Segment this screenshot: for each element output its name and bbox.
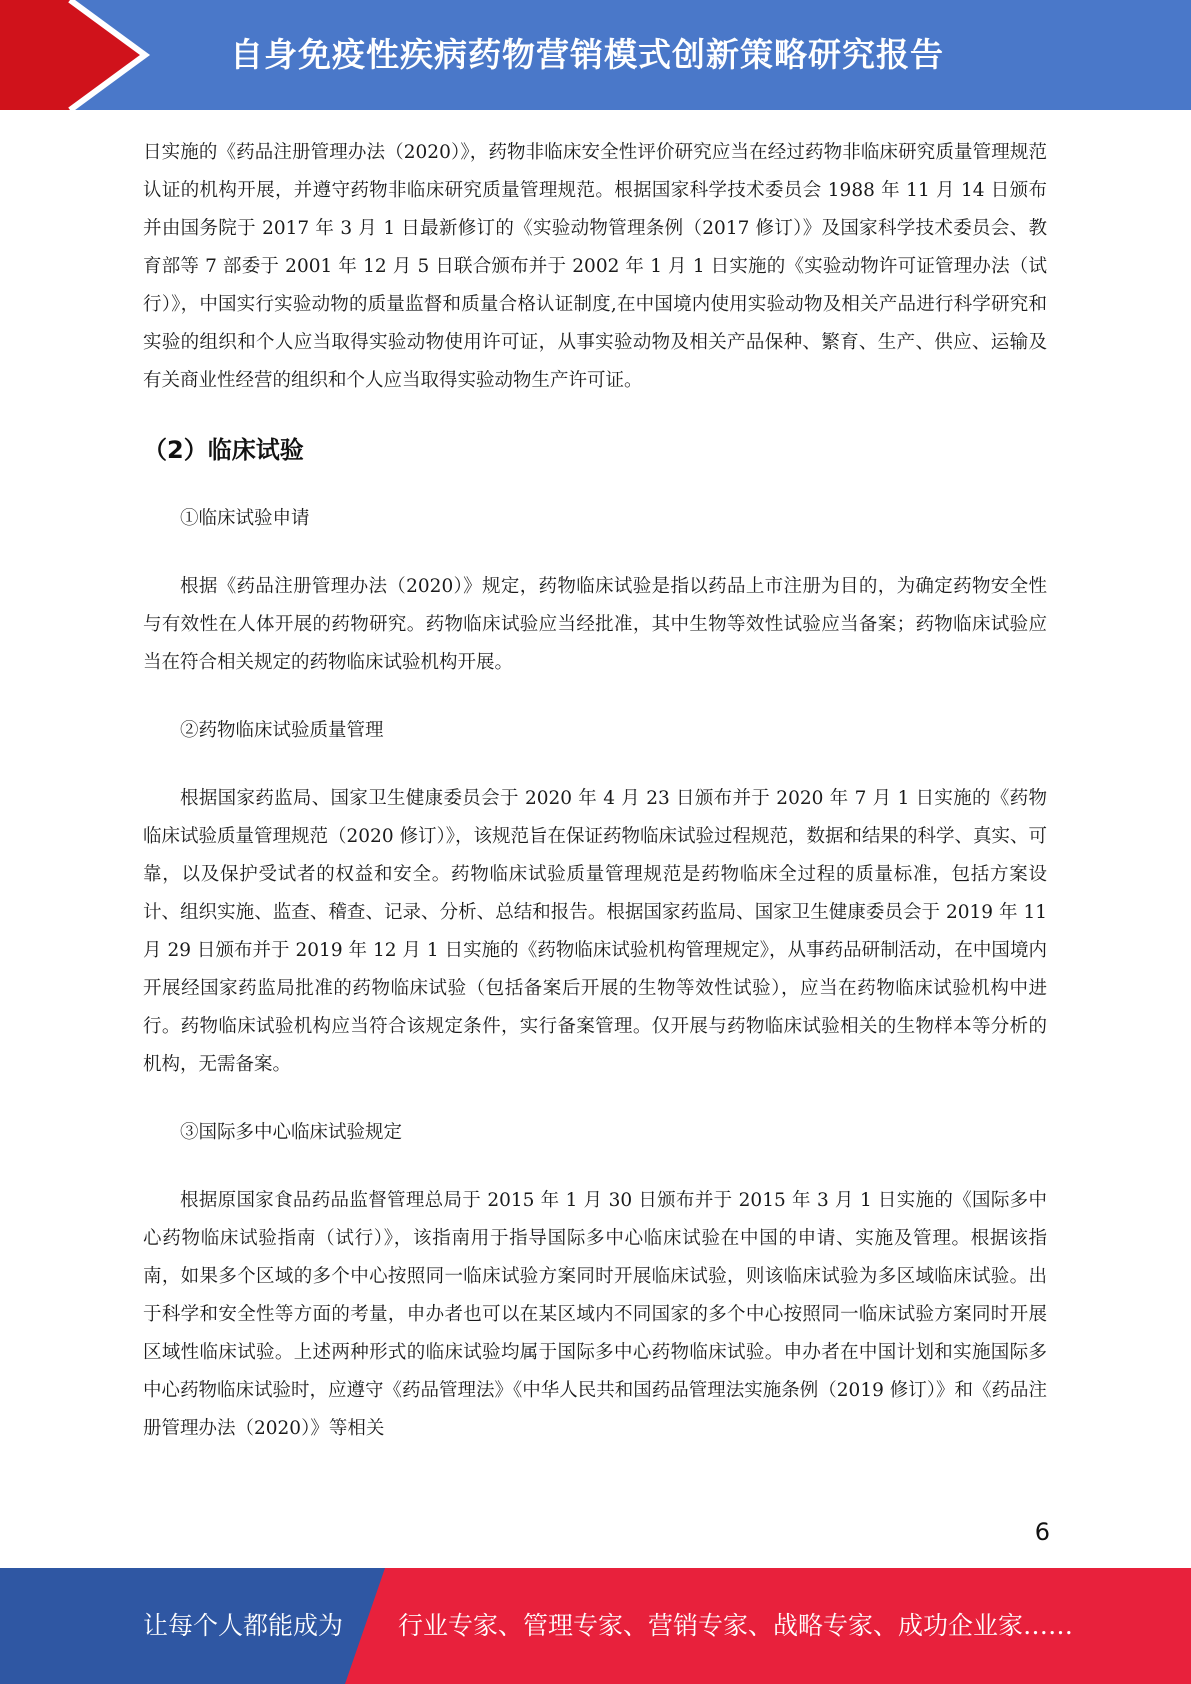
- page-number: 6: [1034, 1518, 1050, 1546]
- page-content: [143, 134, 1047, 1448]
- report-title: 自身免疫性疾病药物营销模式创新策略研究报告: [230, 35, 944, 74]
- footer-slogan-right: 行业专家、管理专家、营销专家、战略专家、成功企业家……: [398, 1611, 1074, 1640]
- paragraph-quality-management: 根据国家药监局、国家卫生健康委员会于 2020 年 4 月 23 日颁布并于 2020 年 7 月 1 日实施的《药物临床试验质量管理规范（2020 修订）》，该规范旨在保证药物临床试验过程规范，数据和结果的科学、真实、可靠，以及保护受试者的权益和安全。药物临床试验质量管理规范是药物临床全过程的质量标准，包括方案设计、组织实施、监查、稽查、记录、分析、总结和报告。根据国家药监局、国家卫生健康委员会于 2019 年 11 月 29 日颁布并于 2019 年 12 月 1 日实施的《药物临床试验机构管理规定》，从事药品研制活动，在中国境内开展经国家药监局批准的药物临床试验（包括备案后开展的生物等效性试验），应当在药物临床试验机构中进行。药物临床试验机构应当符合该规定条件，实行备案管理。仅开展与药物临床试验相关的生物样本等分析的机构，无需备案。: [143, 788, 1047, 1075]
- intro-paragraph: 日实施的《药品注册管理办法（2020）》，药物非临床安全性评价研究应当在经过药物非临床研究质量管理规范认证的机构开展，并遵守药物非临床研究质量管理规范。根据国家科学技术委员会 1988 年 11 月 14 日颁布并由国务院于 2017 年 3 月 1 日最新修订的《实验动物管理条例（2017 修订）》及国家科学技术委员会、教育部等 7 部委于 2001 年 12 月 5 日联合颁布并于 2002 年 1 月 1 日实施的《实验动物许可证管理办法（试行）》，中国实行实验动物的质量监督和质量合格认证制度,在中国境内使用实验动物及相关产品进行科学研究和实验的组织和个人应当取得实验动物使用许可证，从事实验动物及相关产品保种、繁育、生产、供应、运输及有关商业性经营的组织和个人应当取得实验动物生产许可证。: [143, 142, 1047, 391]
- paragraph-trial-application: 根据《药品注册管理办法（2020）》规定，药物临床试验是指以药品上市注册为目的，为确定药物安全性与有效性在人体开展的药物研究。药物临床试验应当经批准，其中生物等效性试验应当备案；药物临床试验应当在符合相关规定的药物临床试验机构开展。: [143, 576, 1047, 673]
- page-footer: [0, 1568, 1191, 1684]
- paragraph-multicenter-trials: 根据原国家食品药品监督管理总局于 2015 年 1 月 30 日颁布并于 2015 年 3 月 1 日实施的《国际多中心药物临床试验指南（试行）》，该指南用于指导国际多中心临床试验在中国的申请、实施及管理。根据该指南，如果多个区域的多个中心按照同一临床试验方案同时开展临床试验，则该临床试验为多区域临床试验。出于科学和安全性等方面的考量，申办者也可以在某区域内不同国家的多个中心按照同一临床试验方案同时开展区域性临床试验。上述两种形式的临床试验均属于国际多中心药物临床试验。申办者在中国计划和实施国际多中心药物临床试验时，应遵守《药品管理法》《中华人民共和国药品管理法实施条例（2019 修订）》和《药品注册管理办法（2020）》等相关: [143, 1190, 1047, 1439]
- header-red-arrow: [0, 0, 145, 110]
- sub-heading-multicenter-trials: ③国际多中心临床试验规定: [180, 1122, 403, 1143]
- page-header: [0, 0, 1191, 110]
- sub-heading-trial-application: ①临床试验申请: [180, 508, 310, 529]
- footer-slogan-left: 让每个人都能成为: [143, 1611, 344, 1640]
- section-heading-clinical-trials: （2）临床试验: [143, 436, 304, 464]
- sub-heading-quality-management: ②药物临床试验质量管理: [180, 720, 384, 741]
